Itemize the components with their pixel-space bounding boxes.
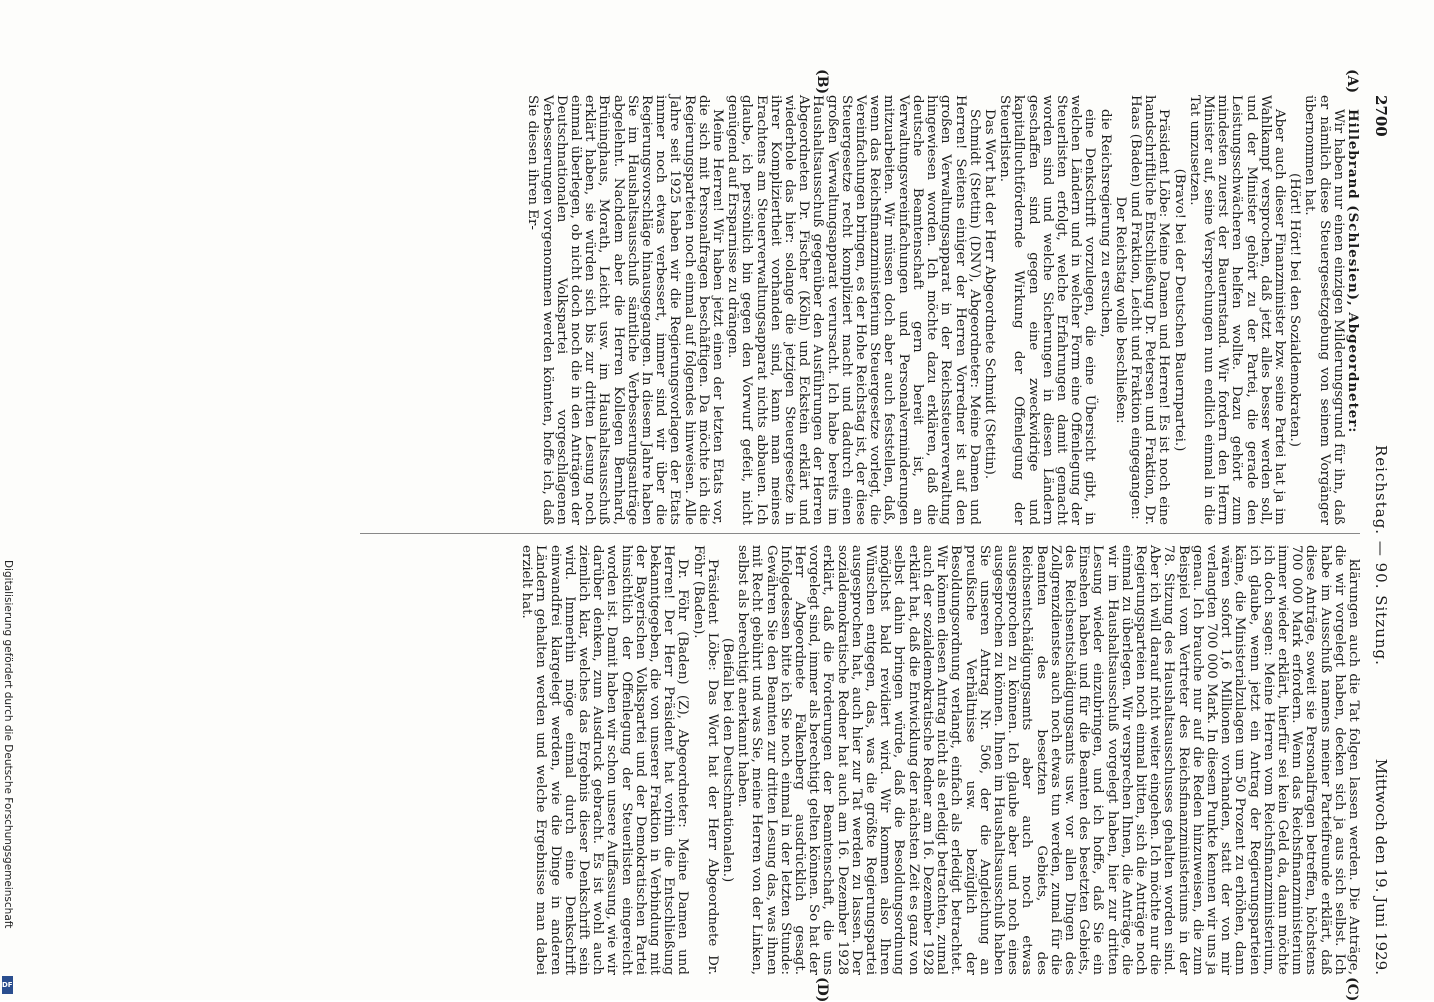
paragraph: Der Reichstag wolle beschließen:: [1112, 196, 1128, 424]
paragraph: die Reichsregierung zu ersuchen,: [1097, 109, 1113, 338]
paragraph: Hillebrand (Schlesien), Abgeordneter:: [1345, 109, 1361, 434]
text-column-left: [524, 95, 1360, 525]
paragraph: (Hört! Hört! bei den Sozialdemokraten.): [1287, 173, 1303, 447]
paragraph: Aber auch dieser Finanzminister bzw. seine Partei hat ja im Wahlkampf versprochen, daß jetzt alles besser werden soll, und der Minister gehört zu der Partei, die gerade den Leistungsschwächeren helfen wollte. Dazu gehört zum mindesten zuerst der Bauernstand. Wir fordern den Herrn Minister auf, seine Versprechungen nun endlich einmal in die Tat umzusetzen.: [1186, 95, 1287, 525]
paragraph: Dr. Föhr (Baden) (Z), Abgeordneter: Meine Damen und Herren! Der Herr Präsident hat vorhin die Entschließung bekanntgegeben, die von unserer Fraktion in Verbindung mit der Bayerischen Volkspartei und der Demokratischen Partei hinsichtlich der Offenlegung der Steuerlisten eingereicht worden ist. Damit haben wir schon unsere Auffassung, wie wir darüber denken, zum Ausdruck gebracht. Es ist wohl auch ziemlich klar, welches das Ergebnis dieser Denkschrift sein wird. Immerhin möge einmal durch eine Denkschrift einwandfrei klargelegt werden, wie die Dinge in anderen Ländern gehalten werden und welche Ergebnisse man dabei erzielt hat.: [519, 545, 691, 975]
paragraph: (Beifall bei den Deutschnationalen.): [720, 637, 736, 883]
paragraph: (Bravo! bei der Deutschen Bauernpartei.): [1171, 168, 1187, 452]
paragraph: Schmidt (Stettin) (DNV), Abgeordneter: Meine Damen und Herren! Seitens einiger der Herren Vorredner ist auf den großen Verwaltungsapparat in der Reichssteuerverwaltung hingewiesen worden. Ich möchte dazu erklären, daß die deutsche Beamtenschaft gern bereit ist, an Verwaltungsvereinfachungen und Personalverminderungen mitzuarbeiten. Wir müssen doch aber auch feststellen, daß, wenn das Reichsfinanzministerium Steuergesetze vorlegt, die Vereinfachungen bringen, es der Hohe Reichstag ist, der diese Steuergesetze recht kompliziert macht und dadurch einen großen Verwaltungsapparat verursacht. Ich habe bereits im Haushaltsausschuß gegenüber den Ausführungen der Herren Abgeordneten Dr. Fischer (Köln) und Eckstein erklärt und wiederhole das hier: solange die jetzigen Steuergesetze in ihrer Kompliziertheit vorhanden sind, kann man meines Erachtens am Steuerverwaltungsapparat nichts abbauen. Ich glaube, ich persönlich bin gegen den Vorwurf gefeit, nicht genügend auf Ersparnisse zu drängen.: [725, 95, 982, 525]
digitization-note-text: Digitalisierung gefördert durch die Deutsche Forschungsgemeinschaft: [2, 560, 14, 929]
dfg-logo: DFG: [2, 976, 13, 994]
rotated-page-content: [110, 69, 1390, 1002]
text-column-right: [518, 545, 1360, 975]
page-number: 2700: [1372, 95, 1390, 137]
paragraph: Das Wort hat der Herr Abgeordnete Schmidt (Stettin).: [981, 109, 997, 480]
paragraph: eine Denkschrift vorzulegen, die eine Übersicht gibt, in welchen Ländern und in welcher Form eine Offenlegung der Steuerlisten erfolgt, welche Erfahrungen damit gemacht worden sind und welche Sicherungen in diesen Ländern geschaffen sind gegen eine zweckwidrige und kapitalfluchtfördernde Wirkung der Offenlegung der Steuerlisten.: [997, 95, 1098, 525]
column-divider: [360, 533, 1360, 534]
paragraph: Präsident Löbe: Das Wort hat der Herr Abgeordnete Dr. Föhr (Baden).: [690, 545, 720, 975]
paragraph: Präsident Löbe: Meine Damen und Herren! Es ist noch eine handschriftliche Entschließung Dr. Petersen und Fraktion, Dr. Haas (Baden) und Fraktion, Leicht und Fraktion eingegangen:: [1127, 95, 1172, 525]
paragraph: klärungen auch die Tat folgen lassen werden. Die Anträge, die wir vorgelegt haben, decken sich ja aus sich selbst. Ich habe im Ausschuß namens meiner Parteifreunde erklärt, daß diese Anträge, soweit sie Personalfragen betreffen, höchstens 700 000 Mark erfordern. Wenn das Reichsfinanzministerium immer wieder erklärt, hierfür sei kein Geld da, dann möchte ich doch sagen: Meine Herren vom Reichsfinanzministerium, ich glaube, wenn jetzt ein Antrag der Regierungsparteien käme, die Ministerialzulagen um 50 Prozent zu erhöhen, dann wären sofort 1,6 Millionen vorhanden, statt der von mir verlangten 700 000 Mark. In diesem Punkte kennen wir uns ja genau. Ich brauche nur auf die Reden hinzuweisen, die zum Beispiel vom Vertreter des Reichsfinanzministeriums in der 78. Sitzung des Haushaltsausschusses gehalten worden sind. Aber ich will darauf nicht weiter eingehen. Ich möchte nur die Regierungsparteien noch einmal bitten, sich die Anträge noch einmal zu überlegen. Wir versprechen Ihnen, die Anträge, die wir im Haushaltsausschuß vorgelegt haben, hier zur dritten Lesung wieder einzubringen, und ich hoffe, daß Sie ein Einsehen haben und für die Beamten des besetzten Gebiets, des Reichsentschädigungsamts usw. vor allen Dingen des Zollgrenzdienstes auch noch etwas tun werden, zumal für die Beamten des besetzten Gebiets, des Reichsentschädigungsamts aber auch noch etwas ausgesprochen zu können. Ich glaube aber und noch eines ausgesprochen zu können. Ihnen im Haushaltsausschuß haben Sie unseren Antrag Nr. 506, der die Angleichung an preußische Verhältnisse usw. bezüglich der Besoldungsordnung verlangt, einfach als erledigt betrachtet. Wir können diesen Antrag nicht als erledigt betrachten, zumal auch der sozialdemokratische Redner am 16. Dezember 1928 erklärt hat, daß die Entwicklung der nächsten Zeit es ganz von selbst dahin bringen würde, daß die Besoldungsordnung möglichst bald revidiert wird. Wir kommen also Ihren Wünschen entgegen, das, was die größte Regierungspartei ausgesprochen hat, auch hier zur Tat werden zu lassen. Der sozialdemokratische Redner hat auch am 16. Dezember 1928 erklärt, daß die Forderungen der Beamtenschaft, die uns vorgelegt sind, immer als berechtigt gelten können. So hat der Herr Abgeordnete Falkenberg ausdrücklich gesagt. Infolgedessen bitte ich Sie noch einmal in der letzten Stunde: Gewähren Sie den Beamten zur dritten Lesung das, was ihnen mit Recht gebührt und was Sie, meine Herren von der Linken, selbst als berechtigt anerkannt haben.: [735, 545, 1361, 975]
margin-marker-b: (B): [814, 69, 830, 95]
margin-marker-d: (D): [814, 977, 830, 1002]
paragraph: Wir haben nur einen einzigen Milderungsgrund für ihn, daß er nämlich diese Steuergesetzgebung von seinem Vorgänger übernommen hat.: [1302, 95, 1346, 525]
margin-marker-c: (C): [1344, 977, 1360, 1002]
page-header: [1368, 95, 1390, 975]
margin-marker-a: (A): [1344, 69, 1360, 94]
digitization-note: [2, 560, 14, 1000]
page-date: Mittwoch den 19. Juni 1929.: [1372, 758, 1390, 975]
page-title: Reichstag. — 90. Sitzung.: [1372, 445, 1390, 666]
paragraph: Meine Herren! Wir haben jetzt einen der letzten Etats vor, die sich mit Personalfragen beschäftigen. Da möchte ich die Regierungsparteien noch einmal auf folgendes hinweisen. Alle Jahre seit 1925 haben wir die Regierungsvorlagen der Etats immer noch etwas verbessert, immer sind wir über die Regierungsvorschläge hinausgegangen. In diesem Jahre haben Sie im Haushaltsausschuß sämtliche Verbesserungsanträge abgelehnt. Nachdem aber die Herren Kollegen Bernhard, Brüninghaus, Morath, Leicht usw. im Haushaltsausschuß erklärt haben, sie würden sich bis zur dritten Lesung noch einmal überlegen, ob nicht doch noch die in den Anträgen der Deutschnationalen Volkspartei vorgeschlagenen Verbesserungen vorgenommen werden könnten, hoffe ich, daß Sie diesen ihren Er-: [525, 95, 726, 525]
